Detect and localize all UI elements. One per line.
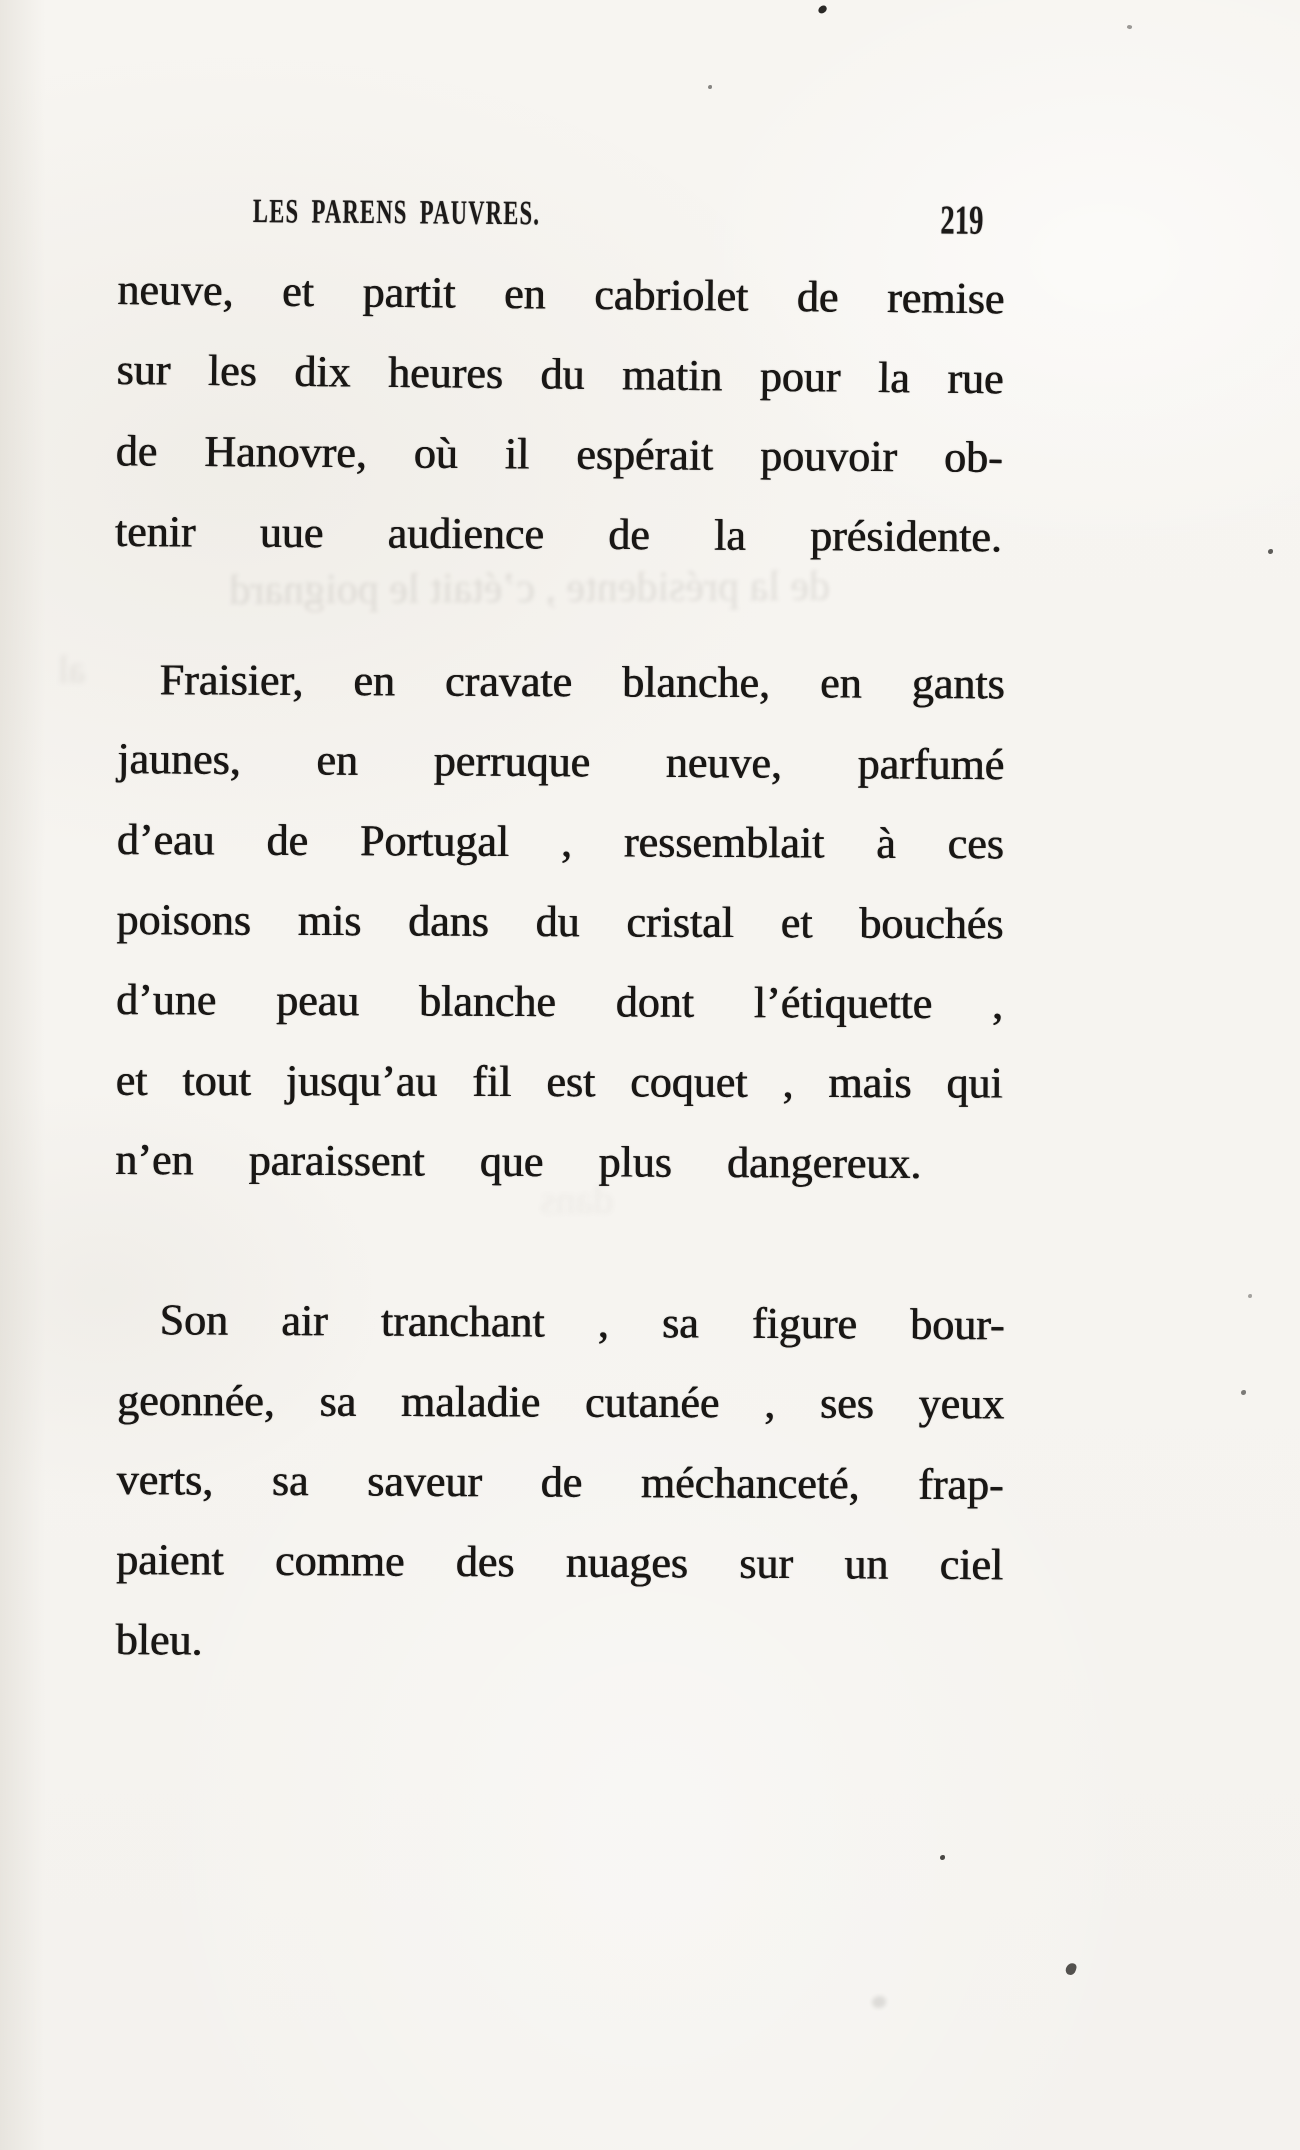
ink-speck	[1248, 1294, 1252, 1298]
text-line: n’en paraissent que plus dangereux.	[115, 1134, 922, 1188]
text-line: verts, sa saveur de méchanceté, frap-	[116, 1454, 1004, 1510]
text-line: tenir uue audience de la présidente.	[114, 506, 1003, 562]
text-line: jaunes, en perruque neuve, parfumé	[117, 734, 1005, 790]
ink-speck	[872, 1996, 886, 2008]
paragraph-2	[115, 640, 1005, 1204]
page-header	[118, 184, 1005, 245]
text-line: sur les dix heures du matin pour la rue	[116, 344, 1004, 404]
text-line: Fraisier, en cravate blanche, en gants	[159, 655, 1005, 709]
text-line: et tout jusqu’au fil est coquet , mais qui	[115, 1055, 1003, 1108]
bleedthrough-fragment: al	[57, 648, 86, 692]
text-line: Son air tranchant , sa figure bour-	[159, 1295, 1005, 1350]
bleedthrough-fragment: dans	[539, 1176, 614, 1223]
ink-speck	[1065, 1962, 1078, 1976]
paragraph-1	[115, 250, 1005, 579]
text-line: geonnée, sa maladie cutanée , ses yeux	[117, 1375, 1005, 1429]
text-line: paient comme des nuages sur un ciel	[116, 1534, 1004, 1590]
ink-speck	[1126, 24, 1132, 29]
ink-speck	[1268, 549, 1273, 554]
page-number: 219	[939, 196, 984, 243]
text-line: bleu.	[115, 1614, 203, 1665]
ink-speck	[940, 1855, 945, 1860]
bleedthrough-text: de la présidente , c’était le poignard	[229, 563, 831, 614]
text-line: neuve, et partit en cabriolet de remise	[117, 264, 1005, 324]
running-title: LES PARENS PAUVRES.	[252, 193, 541, 233]
ink-speck	[817, 4, 828, 15]
ink-speck	[1241, 1390, 1246, 1395]
paragraph-3	[116, 1280, 1005, 1685]
text-line: d’eau de Portugal , ressemblait à ces	[116, 814, 1005, 869]
text-line: poisons mis dans du cristal et bouchés	[116, 894, 1004, 949]
ink-speck	[708, 85, 712, 89]
text-line: de Hanovre, où il espérait pouvoir ob-	[115, 426, 1004, 482]
text-line: d’une peau blanche dont l’étiquette ,	[116, 974, 1004, 1029]
